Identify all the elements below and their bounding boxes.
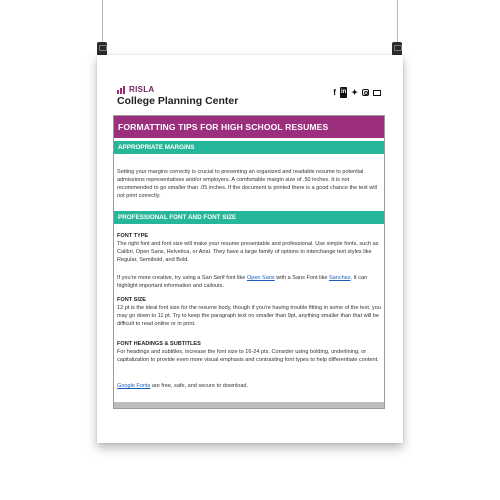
section-fonts-heading: PROFESSIONAL FONT AND FONT SIZE [118,214,237,221]
section-margins-bar [114,141,384,154]
email-icon[interactable] [373,90,381,96]
document-body [113,115,385,409]
logo-bars-icon [117,86,126,94]
font-headings-block [117,340,381,364]
social-icons [333,87,381,98]
document-title: FORMATTING TIPS FOR HIGH SCHOOL RESUMES [118,122,329,132]
linkedin-icon[interactable]: in [340,87,347,98]
twitter-icon[interactable]: ✦ [351,88,358,97]
section-margins-heading: APPROPRIATE MARGINS [118,144,195,151]
font-headings-heading: FONT HEADINGS & SUBTITLES [117,341,201,347]
sanchez-link[interactable]: Sanchez [328,275,351,281]
font-size-block [117,296,381,328]
font-size-heading: FONT SIZE [117,297,146,303]
creative-text-post: . It can highlight important information and callouts. [117,275,368,289]
right-binder-clip [392,42,402,56]
poster-header [117,85,383,115]
google-fonts-post: are free, safe, and secure to download. [150,383,249,389]
section-margins-text: Setting your margins correctly is crucial to presenting an organized and readable resume to potential admissions representatives and/or employers. A comfortable margin size of .50 inches. It is not recommended to go smaller than .05 inches. If the document is printed there is a good chance the text will not print correctly. [117,169,377,199]
left-binder-clip [97,42,107,56]
open-sans-link[interactable]: Open Sans [246,275,275,281]
poster [97,55,403,443]
google-fonts-link[interactable]: Google Fonts [117,383,151,389]
title-bar [114,116,384,138]
font-headings-text: For headings and subtitles, increase the font size to 16-24 pts. Consider using bolding, underlining, or capitalization to provide even more visual emphasis and contrasting font types to help differentiate content. [117,349,379,363]
font-type-heading: FONT TYPE [117,233,149,239]
logo [117,85,155,94]
instagram-icon[interactable] [362,89,369,96]
creative-text-pre: If you're more creative, try using a San Serif font like [117,275,247,281]
org-subtitle: College Planning Center [117,95,239,107]
font-type-text: The right font and font size will make your resume presentable and professional. Use simple fonts, such as Calibri, Open Sans, Helvetica, or Arial. They have a large family of options to interchange text styles like Regular, Semibold, and Bold. [117,241,379,263]
bottom-bar [114,402,384,408]
font-size-text: 12 pt is the ideal font size for the resume body, though if you're having trouble fitting in some of the text, you may go down to 11 pt. Try to keep the paragraph text no smaller than 9pt, anything smaller than that will be difficult to read online or in print. [117,305,381,327]
section-fonts-bar [114,211,384,224]
right-hanging-wire [397,0,398,46]
facebook-icon[interactable]: f [333,88,336,97]
google-fonts-text [117,382,381,390]
creative-text-mid: with a Sans Font like [274,275,329,281]
font-type-block [117,232,381,264]
creative-font-text [117,274,381,290]
logo-name: RISLA [129,85,155,94]
left-hanging-wire [102,0,103,46]
